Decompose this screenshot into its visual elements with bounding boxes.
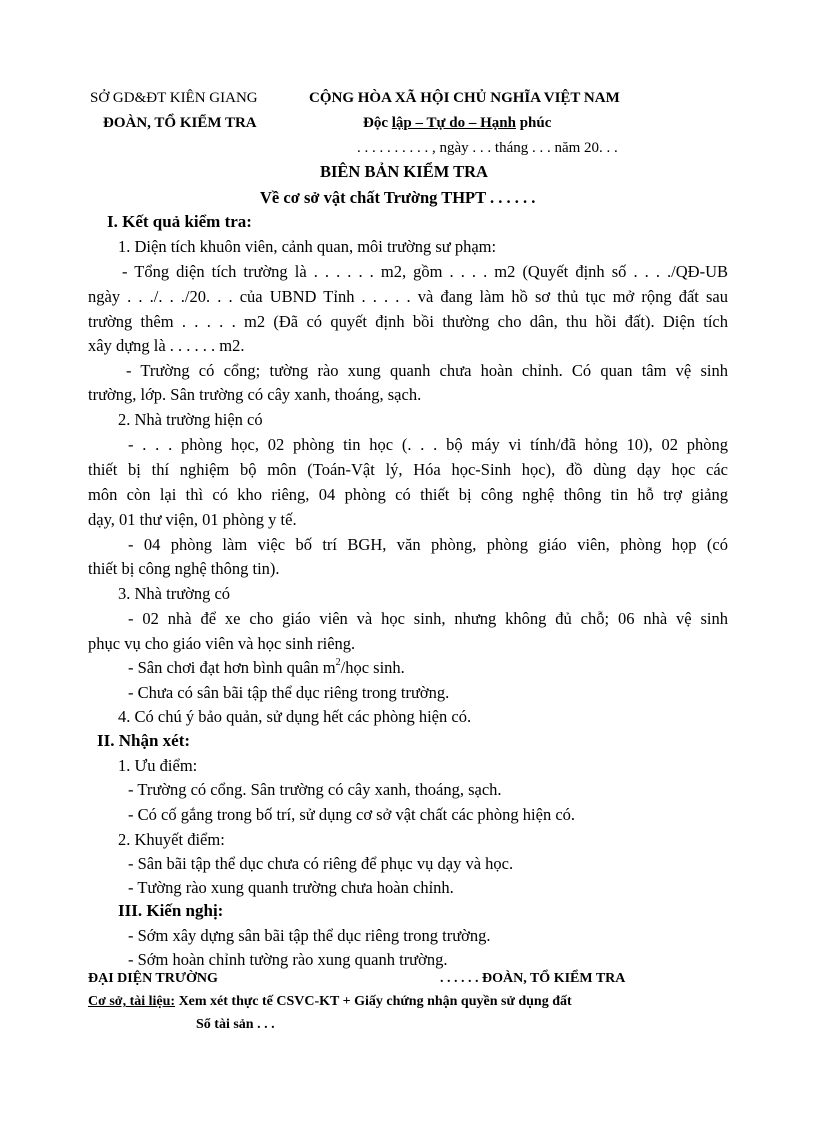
paragraph-line: dạy, 01 thư viện, 01 phòng y tế. (88, 510, 297, 529)
paragraph-line: - Chưa có sân bãi tập thể dục riêng trong trường. (128, 683, 450, 702)
section-1-item-4: 4. Có chú ý bảo quản, sử dụng hết các phòng hiện có. (118, 707, 472, 726)
paragraph-line: trường, lớp. Sân trường có cây xanh, thoáng, sạch. (88, 385, 422, 404)
section-2-heading: II. Nhận xét: (97, 731, 191, 750)
basis-line-2: Sổ tài sản . . . (196, 1017, 275, 1032)
national-title: CỘNG HÒA XÃ HỘI CHỦ NGHĨA VIỆT NAM (309, 90, 620, 106)
paragraph-line: ngày . . ./. . ./20. . . của UBND Tỉnh . . . . . và đang làm hồ sơ thủ tục mở rộng đất sau (88, 287, 728, 306)
section-3-heading: III. Kiến nghị: (118, 901, 224, 920)
date-line: . . . . . . . . . . , ngày . . . tháng . . . năm 20. . . (357, 140, 618, 156)
section-1-item-1: 1. Diện tích khuôn viên, cảnh quan, môi trường sư phạm: (118, 237, 497, 256)
paragraph-line: - Sân chơi đạt hơn bình quân $m^2$/học sinh. (128, 656, 405, 677)
section-2-item-2: 2. Khuyết điểm: (118, 830, 225, 849)
section-1-heading: I. Kết quả kiểm tra: (107, 212, 252, 231)
paragraph-line: thiết bị thí nghiệm bộ môn (Toán-Vật lý, Hóa học-Sinh học), đồ dùng dạy học các (88, 460, 728, 479)
paragraph-line: - Sớm hoàn chỉnh tường rào xung quanh trường. (128, 950, 448, 969)
section-1-item-2: 2. Nhà trường hiện có (118, 410, 263, 429)
paragraph-line: - 02 nhà để xe cho giáo viên và học sinh, nhưng không đủ chỗ; 06 nhà vệ sinh (128, 609, 728, 628)
paragraph-line: - 04 phòng làm việc bố trí BGH, văn phòng, phòng giáo viên, phòng họp (có (128, 535, 728, 554)
inspection-team-name: ĐOÀN, TỔ KIỂM TRA (103, 115, 257, 131)
paragraph-line: - Trường có cổng. Sân trường có cây xanh, thoáng, sạch. (128, 780, 502, 799)
paragraph-line: - Tổng diện tích trường là . . . . . . m2, gồm . . . . m2 (Quyết định số . . . ./QĐ-UB (122, 262, 728, 281)
paragraph-line: - Sớm xây dựng sân bãi tập thể dục riêng trong trường. (128, 926, 491, 945)
paragraph-line: - . . . phòng học, 02 phòng tin học (. . . bộ máy vi tính/đã hỏng 10), 02 phòng (128, 435, 728, 454)
paragraph-line: thiết bị công nghệ thông tin). (88, 559, 280, 578)
section-2-item-1: 1. Ưu điểm: (118, 756, 198, 775)
document-title: BIÊN BẢN KIỂM TRA (320, 162, 488, 181)
basis-label: Cơ sở, tài liệu: (88, 994, 176, 1009)
paragraph-line: - Trường có cổng; tường rào xung quanh chưa hoàn chỉnh. Có quan tâm vệ sinh (126, 361, 728, 380)
section-1-item-3: 3. Nhà trường có (118, 584, 231, 603)
paragraph-line: - Sân bãi tập thể dục chưa có riêng để phục vụ dạy và học. (128, 854, 514, 873)
paragraph-line: môn còn lại thì có kho riêng, 04 phòng có thiết bị công nghệ thông tin hỗ trợ giảng (88, 485, 728, 504)
paragraph-line: - Có cố gắng trong bố trí, sử dụng cơ sở vật chất các phòng hiện có. (128, 805, 576, 824)
paragraph-line: - Tường rào xung quanh trường chưa hoàn chỉnh. (128, 878, 454, 897)
national-motto: Độc lập – Tự do – Hạnh phúc (363, 115, 552, 131)
dept-name: SỞ GD&ĐT KIÊN GIANG (90, 90, 258, 106)
document-subtitle: Về cơ sở vật chất Trường THPT . . . . . . (260, 188, 536, 207)
paragraph-line: phục vụ cho giáo viên và học sinh riêng. (88, 634, 356, 653)
paragraph-line: trường thêm . . . . . m2 (Đã có quyết định bồi thường cho dân, thu hồi đất). Diện tích (88, 312, 728, 331)
school-representative-label: ĐẠI DIỆN TRƯỜNG (88, 971, 218, 986)
basis-line: Cơ sở, tài liệu: Xem xét thực tế CSVC-KT + Giấy chứng nhận quyền sử dụng đất (88, 994, 572, 1009)
inspection-team-signature-label: . . . . . . ĐOÀN, TỔ KIỂM TRA (440, 971, 626, 986)
paragraph-line: xây dựng là . . . . . . m2. (88, 336, 245, 355)
